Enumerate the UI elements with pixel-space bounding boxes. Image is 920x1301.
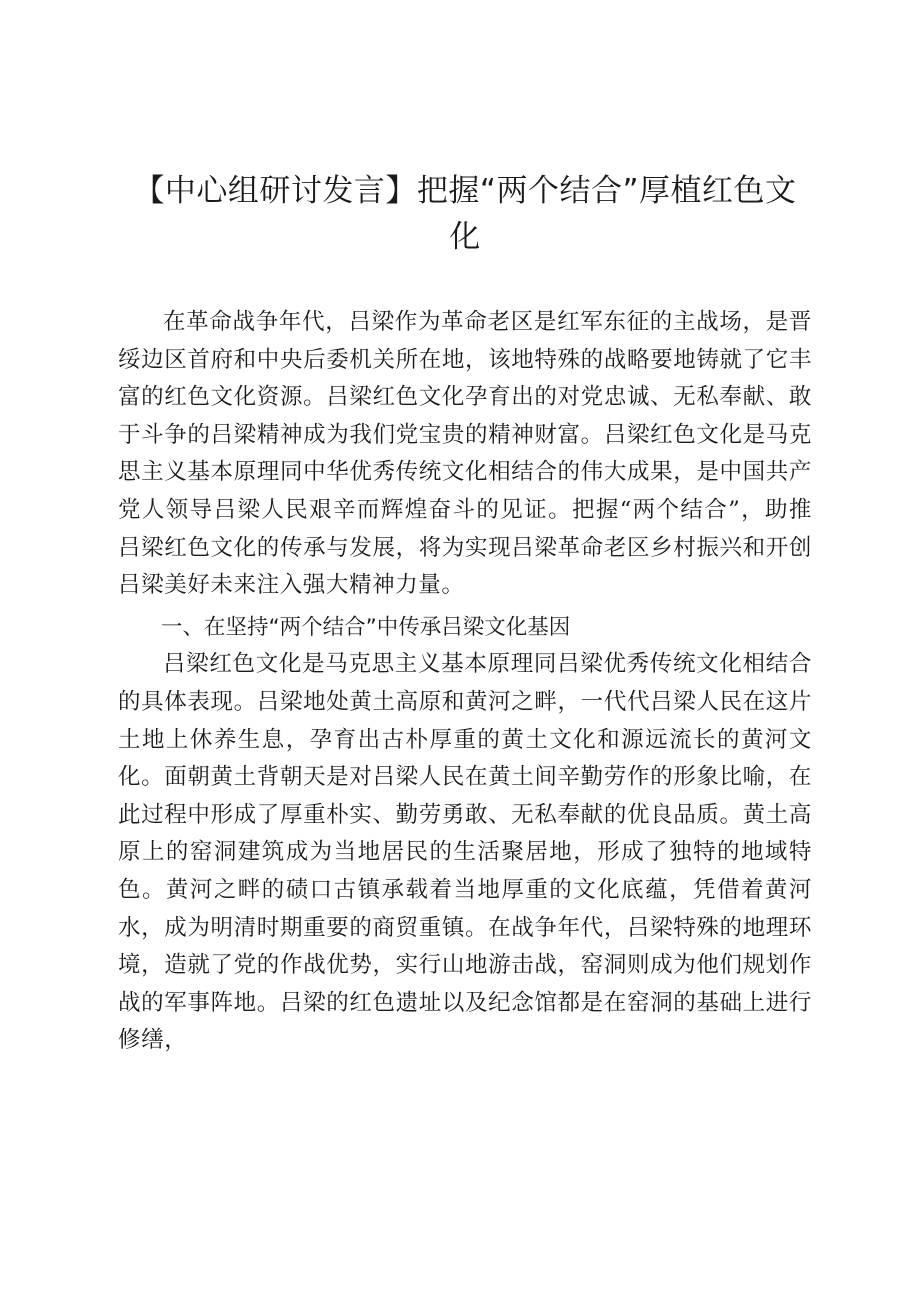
section-paragraph: 吕梁红色文化是马克思主义基本原理同吕梁优秀传统文化相结合的具体表现。吕梁地处黄土高原和黄河之畔，一代代吕梁人民在这片土地上休养生息，孕育出古朴厚重的黄土文化和源远流长的黄河文化。面朝黄土背朝天是对吕梁人民在黄土间辛勤劳作的形象比喻，在此过程中形成了厚重朴实、勤劳勇敢、无私奉献的优良品质。黄土高原上的窑洞建筑成为当地居民的生活聚居地，形成了独特的地域特色。黄河之畔的碛口古镇承载着当地厚重的文化底蕴，凭借着黄河水，成为明清时期重要的商贸重镇。在战争年代，吕梁特殊的地理环境，造就了党的作战优势，实行山地游击战，窑洞则成为他们规划作战的军事阵地。吕梁的红色遗址以及纪念馆都是在窑洞的基础上进行修缮，: [118, 651, 812, 1054]
document-title: 【中心组研讨发言】把握“两个结合”厚植红色文化: [133, 173, 797, 255]
intro-paragraph: 在革命战争年代，吕梁作为革命老区是红军东征的主战场，是晋绥边区首府和中央后委机关所在地，该地特殊的战略要地铸就了它丰富的红色文化资源。吕梁红色文化孕育出的对党忠诚、无私奉献、敢于斗争的吕梁精神成为我们党宝贵的精神财富。吕梁红色文化是马克思主义基本原理同中华优秀传统文化相结合的伟大成果，是中国共产党人领导吕梁人民艰辛而辉煌奋斗的见证。把握“两个结合”，助推吕梁红色文化的传承与发展，将为实现吕梁革命老区乡村振兴和开创吕梁美好未来注入强大精神力量。: [118, 309, 812, 599]
section-heading: 一、在坚持“两个结合”中传承吕梁文化基因: [161, 614, 571, 640]
